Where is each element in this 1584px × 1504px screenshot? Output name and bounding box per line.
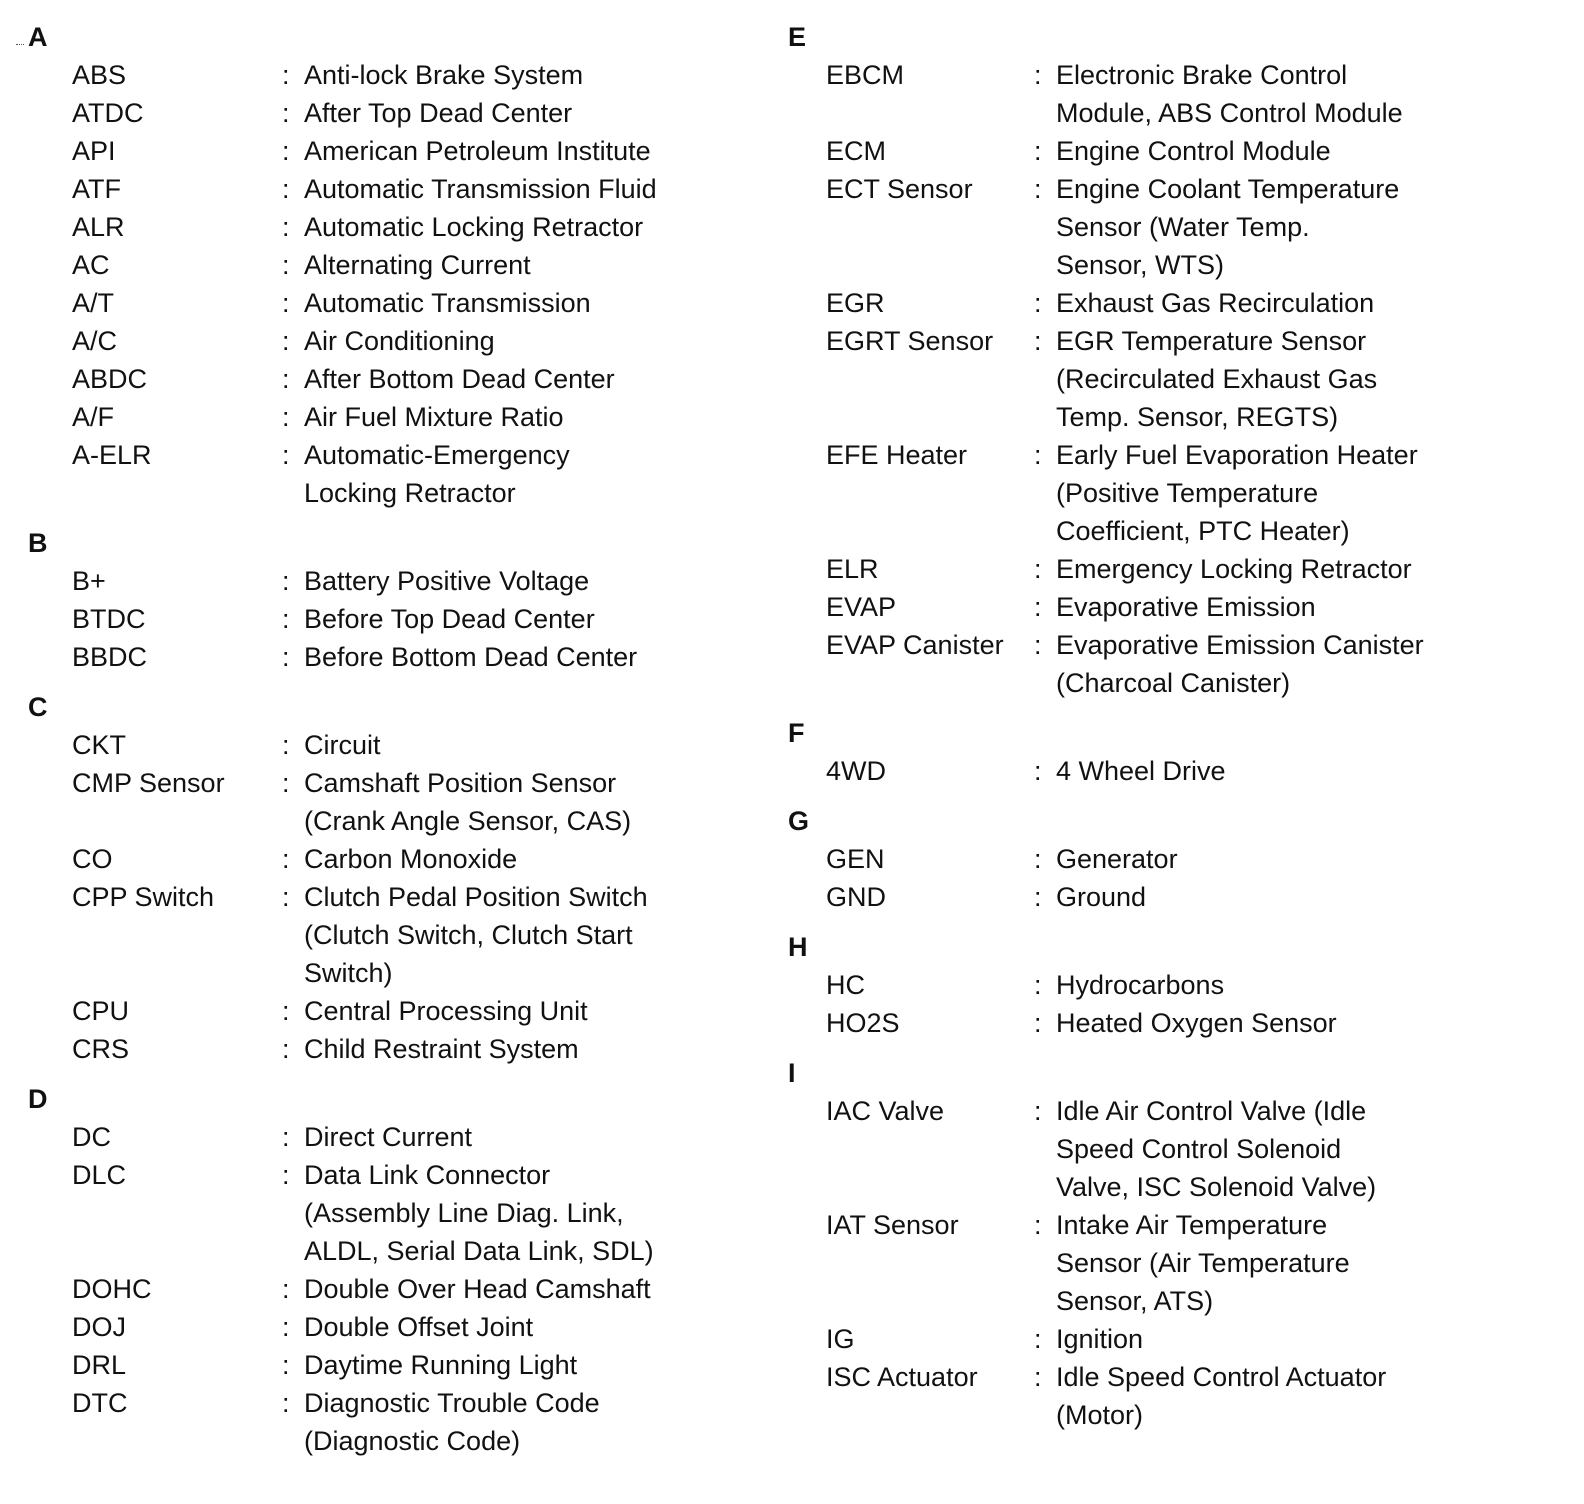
separator-colon: :	[282, 730, 290, 760]
section-c	[28, 688, 728, 1068]
abbreviation: HC	[826, 970, 865, 1000]
glossary-entry	[788, 1320, 1548, 1358]
section-gap	[788, 790, 1548, 802]
separator-colon: :	[1034, 60, 1042, 90]
abbreviation: B+	[72, 566, 106, 596]
separator-colon: :	[1034, 592, 1042, 622]
definition	[1056, 132, 1548, 170]
section-gap	[788, 916, 1548, 928]
glossary-entry	[788, 626, 1548, 702]
abbreviation: CO	[72, 844, 113, 874]
abbreviation: CPP Switch	[72, 882, 215, 912]
section-letter: C	[28, 692, 48, 722]
definition	[1056, 1004, 1548, 1042]
definition	[1056, 878, 1548, 916]
definition	[304, 1270, 728, 1308]
glossary-entry	[28, 638, 728, 676]
definition	[304, 840, 728, 878]
abbreviation: A/T	[72, 288, 115, 318]
definition-line: Data Link Connector	[304, 1160, 551, 1190]
separator-colon: :	[1034, 136, 1042, 166]
definition	[304, 1384, 728, 1460]
abbreviation: IAT Sensor	[826, 1210, 959, 1240]
definition-line: After Bottom Dead Center	[304, 364, 615, 394]
glossary-entry	[28, 1156, 728, 1270]
glossary-entry	[28, 840, 728, 878]
separator-colon: :	[282, 288, 290, 318]
section-b	[28, 524, 728, 676]
glossary-entry	[788, 752, 1548, 790]
section-gap	[788, 1042, 1548, 1054]
definition-line: Automatic Transmission Fluid	[304, 174, 657, 204]
definition	[1056, 56, 1548, 132]
definition-line: Air Conditioning	[304, 326, 495, 356]
glossary-entry	[788, 1092, 1548, 1206]
abbreviation: ECT Sensor	[826, 174, 973, 204]
separator-colon: :	[282, 1160, 290, 1190]
definition	[304, 132, 728, 170]
left-column	[28, 18, 728, 1460]
definition-line: Module, ABS Control Module	[1056, 98, 1403, 128]
definition	[304, 1156, 728, 1270]
scan-mark	[16, 44, 24, 47]
glossary-entry	[788, 966, 1548, 1004]
definition-line: Locking Retractor	[304, 478, 516, 508]
abbreviation: A-ELR	[72, 440, 152, 470]
definition	[1056, 284, 1548, 322]
glossary-entry	[788, 436, 1548, 550]
definition-line: Air Fuel Mixture Ratio	[304, 402, 564, 432]
abbreviation: ATDC	[72, 98, 144, 128]
separator-colon: :	[282, 1350, 290, 1380]
separator-colon: :	[282, 212, 290, 242]
section-g	[788, 802, 1548, 916]
definition-line: Carbon Monoxide	[304, 844, 518, 874]
glossary-entry	[28, 132, 728, 170]
definition-line: Coefficient, PTC Heater)	[1056, 516, 1350, 546]
abbreviation: DLC	[72, 1160, 127, 1190]
definition-line: (Charcoal Canister)	[1056, 668, 1291, 698]
abbreviation: EFE Heater	[826, 440, 968, 470]
glossary-entry	[28, 360, 728, 398]
glossary-entry	[28, 246, 728, 284]
glossary-entry	[28, 322, 728, 360]
definition	[1056, 626, 1548, 702]
abbreviation: CPU	[72, 996, 130, 1026]
abbreviation: BBDC	[72, 642, 148, 672]
definition-line: Sensor, WTS)	[1056, 250, 1225, 280]
abbreviation: EGRT Sensor	[826, 326, 994, 356]
separator-colon: :	[282, 98, 290, 128]
section-gap	[28, 1068, 728, 1080]
separator-colon: :	[1034, 844, 1042, 874]
definition-line: Ignition	[1056, 1324, 1144, 1354]
definition	[304, 600, 728, 638]
definition-line: Hydrocarbons	[1056, 970, 1225, 1000]
definition	[304, 94, 728, 132]
glossary-entry	[28, 170, 728, 208]
abbreviation: ECM	[826, 136, 886, 166]
glossary-entry	[28, 1118, 728, 1156]
definition-line: Direct Current	[304, 1122, 473, 1152]
definition	[1056, 322, 1548, 436]
definition	[1056, 1206, 1548, 1320]
section-gap	[788, 702, 1548, 714]
abbreviation: ABDC	[72, 364, 148, 394]
definition-line: Ground	[1056, 882, 1147, 912]
abbreviation: EBCM	[826, 60, 905, 90]
definition-line: Clutch Pedal Position Switch	[304, 882, 648, 912]
abbreviation: DOHC	[72, 1274, 152, 1304]
definition	[1056, 1092, 1548, 1206]
definition	[304, 764, 728, 840]
definition-line: Valve, ISC Solenoid Valve)	[1056, 1172, 1377, 1202]
section-letter: B	[28, 528, 48, 558]
definition-line: Daytime Running Light	[304, 1350, 578, 1380]
definition	[1056, 1358, 1548, 1434]
definition	[304, 284, 728, 322]
glossary-entry	[788, 550, 1548, 588]
definition-line: Emergency Locking Retractor	[1056, 554, 1412, 584]
glossary-entry	[788, 1358, 1548, 1434]
abbreviation: CRS	[72, 1034, 130, 1064]
definition-line: Sensor (Air Temperature	[1056, 1248, 1350, 1278]
glossary-entry	[28, 1030, 728, 1068]
separator-colon: :	[1034, 1008, 1042, 1038]
abbreviation: DOJ	[72, 1312, 126, 1342]
definition-line: Before Bottom Dead Center	[304, 642, 638, 672]
definition-line: Generator	[1056, 844, 1178, 874]
definition	[1056, 170, 1548, 284]
definition-line: (Crank Angle Sensor, CAS)	[304, 806, 632, 836]
section-h	[788, 928, 1548, 1042]
section-letter: A	[28, 22, 48, 52]
definition	[304, 726, 728, 764]
abbreviation: AC	[72, 250, 110, 280]
definition-line: Before Top Dead Center	[304, 604, 595, 634]
definition	[304, 398, 728, 436]
definition-line: Electronic Brake Control	[1056, 60, 1348, 90]
definition	[1056, 752, 1548, 790]
glossary-entry	[28, 1308, 728, 1346]
definition-line: Circuit	[304, 730, 381, 760]
glossary-entry	[28, 56, 728, 94]
glossary-entry	[28, 992, 728, 1030]
definition-line: Idle Air Control Valve (Idle	[1056, 1096, 1367, 1126]
abbreviation: HO2S	[826, 1008, 900, 1038]
definition	[1056, 1320, 1548, 1358]
definition-line: Evaporative Emission	[1056, 592, 1316, 622]
separator-colon: :	[282, 882, 290, 912]
definition-line: Idle Speed Control Actuator	[1056, 1362, 1387, 1392]
glossary-entry	[788, 170, 1548, 284]
section-letter: D	[28, 1084, 48, 1114]
separator-colon: :	[1034, 970, 1042, 1000]
section-f	[788, 714, 1548, 790]
section-letter: G	[788, 806, 810, 836]
glossary-entry	[28, 562, 728, 600]
glossary-entry	[788, 56, 1548, 132]
section-letter: H	[788, 932, 808, 962]
separator-colon: :	[1034, 288, 1042, 318]
abbreviation: API	[72, 136, 116, 166]
glossary-entry	[788, 1004, 1548, 1042]
definition	[304, 322, 728, 360]
definition-line: American Petroleum Institute	[304, 136, 651, 166]
glossary-entry	[28, 600, 728, 638]
section-e	[788, 18, 1548, 702]
section-d	[28, 1080, 728, 1460]
definition	[304, 1346, 728, 1384]
definition	[304, 170, 728, 208]
section-a	[28, 18, 728, 512]
separator-colon: :	[1034, 440, 1042, 470]
definition	[304, 1308, 728, 1346]
glossary-entry	[788, 132, 1548, 170]
abbreviation: ELR	[826, 554, 879, 584]
section-gap	[28, 512, 728, 524]
definition-line: Alternating Current	[304, 250, 531, 280]
definition-line: (Positive Temperature	[1056, 478, 1319, 508]
definition	[304, 436, 728, 512]
glossary-entry	[28, 208, 728, 246]
definition	[304, 1118, 728, 1156]
separator-colon: :	[282, 1388, 290, 1418]
definition	[304, 56, 728, 94]
separator-colon: :	[282, 1274, 290, 1304]
glossary-entry	[28, 1270, 728, 1308]
separator-colon: :	[1034, 882, 1042, 912]
definition	[304, 562, 728, 600]
definition-line: Early Fuel Evaporation Heater	[1056, 440, 1418, 470]
definition-line: (Motor)	[1056, 1400, 1143, 1430]
separator-colon: :	[282, 604, 290, 634]
definition-line: Automatic Locking Retractor	[304, 212, 644, 242]
separator-colon: :	[282, 642, 290, 672]
definition-line: Engine Coolant Temperature	[1056, 174, 1400, 204]
abbreviation: IG	[826, 1324, 855, 1354]
definition-line: (Clutch Switch, Clutch Start	[304, 920, 633, 950]
glossary-entry	[28, 1384, 728, 1460]
definition-line: Switch)	[304, 958, 393, 988]
abbreviation: ATF	[72, 174, 121, 204]
definition	[304, 1030, 728, 1068]
definition	[304, 208, 728, 246]
definition-line: Diagnostic Trouble Code	[304, 1388, 600, 1418]
definition-line: Central Processing Unit	[304, 996, 588, 1026]
definition-line: Temp. Sensor, REGTS)	[1056, 402, 1339, 432]
definition	[304, 638, 728, 676]
abbreviation: DC	[72, 1122, 111, 1152]
separator-colon: :	[282, 566, 290, 596]
definition-line: Camshaft Position Sensor	[304, 768, 617, 798]
separator-colon: :	[282, 326, 290, 356]
separator-colon: :	[282, 250, 290, 280]
abbreviation: CMP Sensor	[72, 768, 225, 798]
definition-line: Sensor, ATS)	[1056, 1286, 1214, 1316]
separator-colon: :	[1034, 1324, 1042, 1354]
definition-line: Automatic-Emergency	[304, 440, 570, 470]
definition-line: Sensor (Water Temp.	[1056, 212, 1310, 242]
abbreviation: CKT	[72, 730, 126, 760]
glossary-entry	[28, 1346, 728, 1384]
abbreviation: DRL	[72, 1350, 127, 1380]
abbreviation: ABS	[72, 60, 127, 90]
separator-colon: :	[282, 402, 290, 432]
definition-line: Double Offset Joint	[304, 1312, 534, 1342]
separator-colon: :	[1034, 326, 1042, 356]
glossary-entry	[28, 436, 728, 512]
abbreviation: 4WD	[826, 756, 886, 786]
definition-line: Anti-lock Brake System	[304, 60, 584, 90]
right-column	[788, 18, 1548, 1434]
abbreviation: DTC	[72, 1388, 128, 1418]
abbreviation: EVAP Canister	[826, 630, 1004, 660]
definition-line: (Recirculated Exhaust Gas	[1056, 364, 1378, 394]
glossary-entry	[788, 878, 1548, 916]
definition-line: After Top Dead Center	[304, 98, 573, 128]
abbreviation: A/F	[72, 402, 115, 432]
definition-line: Heated Oxygen Sensor	[1056, 1008, 1337, 1038]
glossary-entry	[28, 764, 728, 840]
separator-colon: :	[282, 844, 290, 874]
separator-colon: :	[282, 136, 290, 166]
glossary-entry	[788, 840, 1548, 878]
abbreviation: A/C	[72, 326, 118, 356]
definition-line: Evaporative Emission Canister	[1056, 630, 1424, 660]
definition-line: Child Restraint System	[304, 1034, 579, 1064]
glossary-entry	[788, 284, 1548, 322]
separator-colon: :	[282, 1122, 290, 1152]
separator-colon: :	[1034, 1210, 1042, 1240]
separator-colon: :	[1034, 1096, 1042, 1126]
definition	[1056, 588, 1548, 626]
definition	[1056, 436, 1548, 550]
separator-colon: :	[282, 60, 290, 90]
definition	[304, 878, 728, 992]
definition-line: EGR Temperature Sensor	[1056, 326, 1367, 356]
separator-colon: :	[1034, 1362, 1042, 1392]
glossary-entry	[28, 878, 728, 992]
separator-colon: :	[1034, 174, 1042, 204]
definition-line: Automatic Transmission	[304, 288, 591, 318]
abbreviation: IAC Valve	[826, 1096, 945, 1126]
glossary-entry	[788, 588, 1548, 626]
separator-colon: :	[282, 768, 290, 798]
glossary-entry	[28, 284, 728, 322]
separator-colon: :	[1034, 756, 1042, 786]
definition-line: Intake Air Temperature	[1056, 1210, 1328, 1240]
definition-line: (Assembly Line Diag. Link,	[304, 1198, 624, 1228]
definition	[1056, 550, 1548, 588]
section-letter: I	[788, 1058, 796, 1088]
section-gap	[28, 676, 728, 688]
section-letter: F	[788, 718, 805, 748]
glossary-entry	[28, 398, 728, 436]
separator-colon: :	[282, 364, 290, 394]
separator-colon: :	[282, 440, 290, 470]
definition	[304, 246, 728, 284]
glossary-entry	[788, 322, 1548, 436]
separator-colon: :	[282, 1034, 290, 1064]
abbreviation: EVAP	[826, 592, 897, 622]
definition-line: Exhaust Gas Recirculation	[1056, 288, 1375, 318]
glossary-entry	[788, 1206, 1548, 1320]
abbreviation: EGR	[826, 288, 885, 318]
definition-line: Engine Control Module	[1056, 136, 1331, 166]
abbreviation: ISC Actuator	[826, 1362, 978, 1392]
abbreviation: GEN	[826, 844, 885, 874]
definition-line: ALDL, Serial Data Link, SDL)	[304, 1236, 654, 1266]
glossary-entry	[28, 94, 728, 132]
glossary-entry	[28, 726, 728, 764]
abbreviation: GND	[826, 882, 886, 912]
definition-line: Speed Control Solenoid	[1056, 1134, 1342, 1164]
definition-line: Battery Positive Voltage	[304, 566, 590, 596]
abbreviation: BTDC	[72, 604, 146, 634]
separator-colon: :	[282, 996, 290, 1026]
separator-colon: :	[1034, 554, 1042, 584]
definition-line: (Diagnostic Code)	[304, 1426, 521, 1456]
definition	[304, 992, 728, 1030]
definition	[1056, 840, 1548, 878]
definition-line: 4 Wheel Drive	[1056, 756, 1226, 786]
section-i	[788, 1054, 1548, 1434]
separator-colon: :	[1034, 630, 1042, 660]
definition	[1056, 966, 1548, 1004]
separator-colon: :	[282, 174, 290, 204]
definition	[304, 360, 728, 398]
section-letter: E	[788, 22, 807, 52]
separator-colon: :	[282, 1312, 290, 1342]
definition-line: Double Over Head Camshaft	[304, 1274, 651, 1304]
abbreviation: ALR	[72, 212, 125, 242]
